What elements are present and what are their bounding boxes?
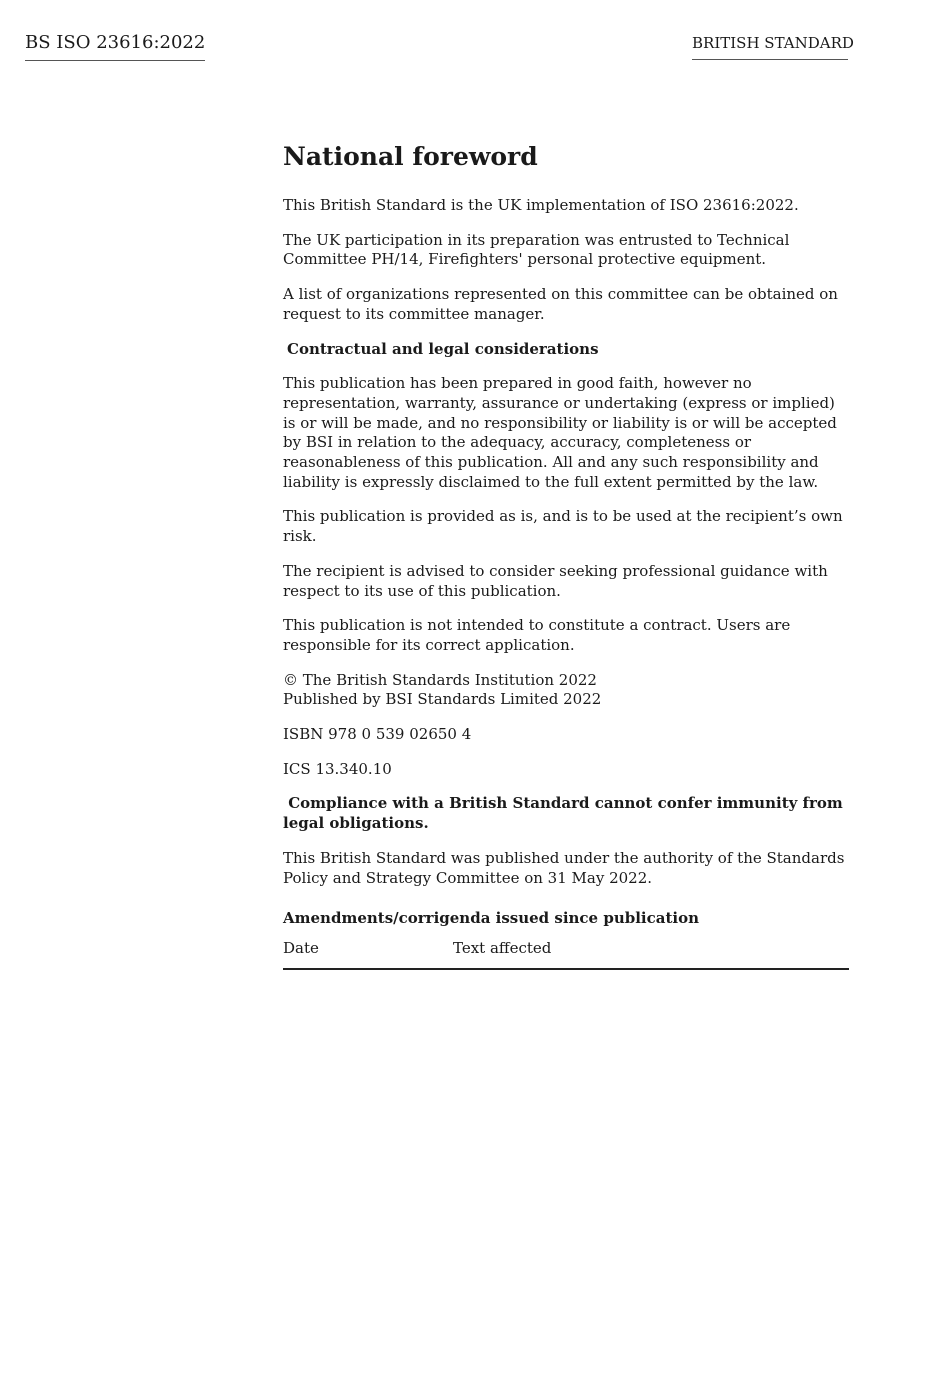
amendments-text-header: Text affected: [453, 938, 552, 957]
copyright-line: © The British Standards Institution 2022: [283, 670, 597, 689]
own-risk-paragraph: This publication is provided as is, and is to be used at the recipient’s own risk.: [283, 507, 843, 546]
compliance-statement: Compliance with a British Standard cannot confer immunity from legal obligations.: [283, 794, 843, 833]
national-foreword: [283, 140, 849, 970]
legal-heading: Contractual and legal considerations: [287, 339, 599, 358]
committee-paragraph: The UK participation in its preparation was entrusted to Technical Committee PH/14, Firefighters' personal protective equipment.: [283, 230, 790, 269]
amendments-date-header: Date: [283, 938, 319, 957]
implementation-paragraph: This British Standard is the UK implementation of ISO 23616:2022.: [283, 196, 799, 214]
good-faith-paragraph: This publication has been prepared in good faith, however no representation, warranty, assurance or undertaking (express or implied) is or will be made, and no responsibility or liability is or will be accepted by BSI in relation to the adequacy, accuracy, completeness or reasonableness of this publication. All and any such responsibility and liability is expressly disclaimed to the full extent permitted by the law.: [283, 374, 837, 491]
organizations-paragraph: A list of organizations represented on this committee can be obtained on request to its committee manager.: [283, 285, 838, 323]
isbn: ISBN 978 0 539 02650 4: [283, 725, 472, 744]
amendments-heading: Amendments/corrigenda issued since publication: [283, 909, 699, 928]
amendments-table: [283, 938, 849, 970]
authority-paragraph: This British Standard was published under the authority of the Standards Policy and Strategy Committee on 31 May 2022.: [283, 848, 845, 887]
contract-paragraph: This publication is not intended to constitute a contract. Users are responsible for its correct application.: [283, 616, 791, 654]
document-id: BS ISO 23616:2022: [25, 32, 205, 61]
copyright-block: [283, 671, 849, 710]
guidance-paragraph: The recipient is advised to consider seeking professional guidance with respect to its use of this publication.: [283, 561, 828, 600]
document-type-label: BRITISH STANDARD: [692, 33, 848, 60]
publisher-line: Published by BSI Standards Limited 2022: [283, 690, 602, 709]
page-title: National foreword: [283, 142, 538, 171]
ics-code: ICS 13.340.10: [283, 759, 392, 778]
